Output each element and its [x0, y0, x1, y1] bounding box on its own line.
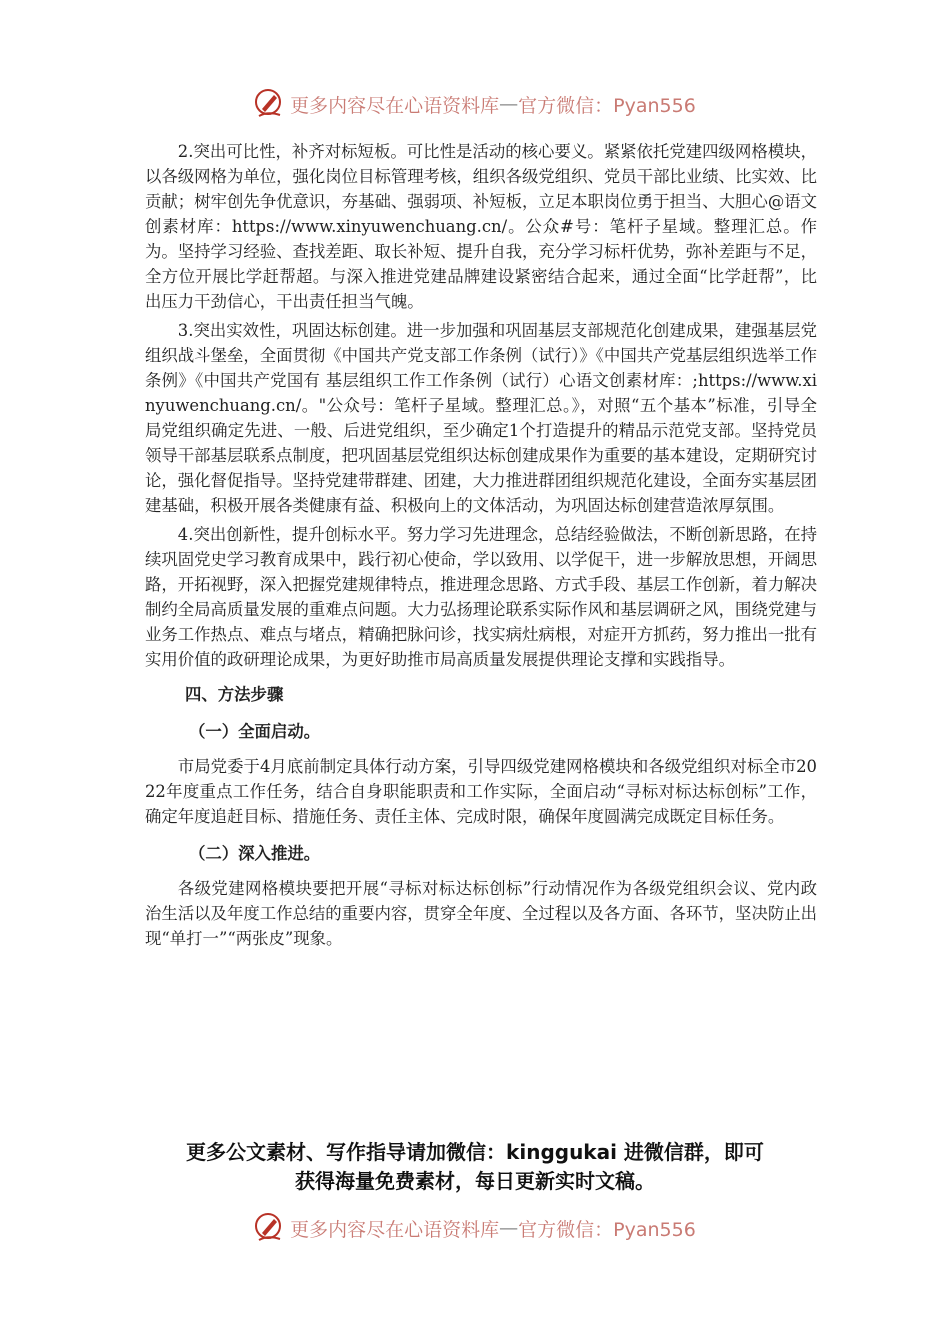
banner-wechat: 官方微信：Pyan556: [518, 94, 696, 117]
paragraph-effectiveness: 3.突出实效性，巩固达标创建。进一步加强和巩固基层支部规范化创建成果，建强基层党组织战斗堡垒，全面贯彻《中国共产党支部工作条例（试行）》《中国共产党基层组织选举工作条例》《中国共产党国有 基层组织工作工作条例（试行）心语文创素材库：;https://www.xinyuwenchuang.cn/。"公众号：笔杆子星域。整理汇总。》，对照“五个基本”标准，引导全局党组织确定先进、一般、后进党组织，至少确定1个打造提升的精品示范党支部。坚持党员领导干部基层联系点制度，把巩固基层党组织达标创建成果作为重要的基本建设，定期研究讨论，强化督促指导。坚持党建带群建、团建，大力推进群团组织规范化建设，全面夯实基层团建基础，积极开展各类健康有益、积极向上的文体活动，为巩固达标创建营造浓厚氛围。: [145, 321, 818, 515]
paragraph-innovation: 4.突出创新性，提升创标水平。努力学习先进理念，总结经验做法，不断创新思路，在持续巩固党史学习教育成果中，践行初心使命，学以致用、以学促干，进一步解放思想，开阔思路，开拓视野，深入把握党建规律特点，推进理念思路、方式手段、基层工作创新，着力解决制约全局高质量发展的重难点问题。大力弘扬理论联系实际作风和基层调研之风，围绕党建与业务工作热点、难点与堵点，精确把脉问诊，找实病灶病根，对症开方抓药，努力推出一批有实用价值的政研理论成果，为更好助推市局高质量发展提供理论支撑和实践指导。: [145, 525, 818, 669]
document-body: [145, 139, 817, 951]
promo-text: [0, 1138, 950, 1196]
paragraph-full-start: 市局党委于4月底前制定具体行动方案，引导四级党建网格模块和各级党组织对标全市2022年度重点工作任务，结合自身职能职责和工作实际，全面启动“寻标对标达标创标”工作，确定年度追赶目标、措施任务、责任主体、完成时限，确保年度圆满完成既定目标任务。: [145, 757, 817, 826]
paragraph-comparability: 2.突出可比性，补齐对标短板。可比性是活动的核心要义。紧紧依托党建四级网格模块，以各级网格为单位，强化岗位目标管理考核，组织各级党组织、党员干部比业绩、比实效、比贡献；树牢创先争优意识，夯基础、强弱项、补短板，立足本职岗位勇于担当、大胆心@语文创素材库：https://www.xinyuwenchuang.cn/。公众#号：笔杆子星域。整理汇总。作为。坚持学习经验、查找差距、取长补短、提升自我，充分学习标杆优势，弥补差距与不足，全方位开展比学赶帮超。与深入推进党建品牌建设紧密结合起来，通过全面“比学赶帮”，比出压力干劲信心，干出责任担当气魄。: [145, 142, 818, 311]
heading-deep-advance: （二）深入推进。: [189, 844, 321, 863]
pen-logo-icon: [254, 1211, 284, 1245]
promo-line-1: 更多公文素材、写作指导请加微信：kinggukai 进微信群，即可: [186, 1140, 764, 1164]
banner-title: 更多内容尽在心语资料库: [290, 1218, 500, 1241]
promo-line-2: 获得海量免费素材，每日更新实时文稿。: [295, 1169, 655, 1193]
paragraph-deep-advance: 各级党建网格模块要把开展“寻标对标达标创标”行动情况作为各级党组织会议、党内政治生活以及年度工作总结的重要内容，贯穿全年度、全过程以及各方面、各环节，坚决防止出现“单打一”“两张皮”现象。: [145, 879, 818, 948]
banner-separator: —: [499, 1217, 519, 1239]
heading-methods-steps: 四、方法步骤: [185, 685, 284, 704]
banner-title: 更多内容尽在心语资料库: [290, 94, 500, 117]
header-banner: [0, 84, 950, 124]
footer-banner: [0, 1208, 950, 1248]
pen-logo-icon: [254, 87, 284, 121]
banner-separator: —: [499, 93, 519, 115]
banner-wechat: 官方微信：Pyan556: [518, 1218, 696, 1241]
heading-full-start: （一）全面启动。: [189, 722, 321, 741]
